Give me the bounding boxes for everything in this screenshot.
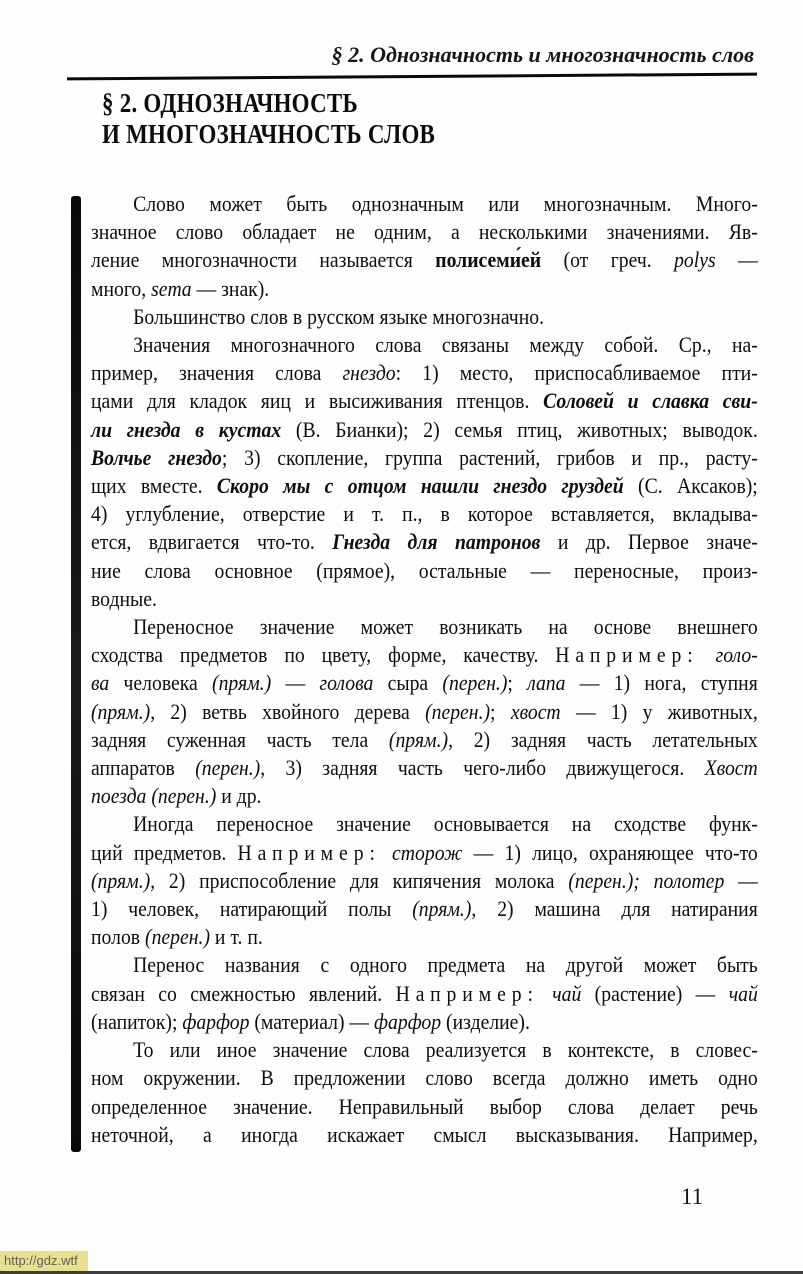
text-segment: Переносное значение может возникать на основе внешнего [133,614,758,640]
text-segment: Большинство слов в русском языке многозначно. [133,303,545,329]
text-segment: полисеми́ей [435,247,542,273]
text-segment: (материал) — [249,1008,375,1034]
text-segment: (прям.) [388,726,449,752]
text-line [91,1008,758,1036]
text-segment: лапа [527,670,566,696]
text-segment: , 2) задняя часть летательных [448,726,758,752]
text-segment: и др. [216,783,262,809]
text-line [91,641,758,669]
text-segment: (прям.) [212,670,272,696]
text-segment: (напиток); [91,1008,183,1034]
section-title [102,88,435,150]
page-number: 11 [681,1184,704,1209]
text-segment: чай [552,980,582,1006]
text-segment: (изделие). [441,1008,530,1034]
text-segment: ном окружении. В предложении слово всегда должно иметь одно [91,1065,758,1091]
text-line [91,416,758,444]
paragraph [91,331,758,613]
text-segment: Значения многозначного слова связаны между собой. Ср., на- [133,332,758,358]
text-line [91,444,758,472]
text-segment: ление многозначности называется [91,247,436,273]
text-segment: , 3) задняя часть чего-либо движущегося. [260,755,705,781]
text-segment: sema [151,275,192,301]
text-segment: ется, вдвигается что-то. [91,529,333,555]
watermark-url: http://gdz.wtf [0,1251,88,1271]
text-segment: Гнезда для патронов [332,529,541,555]
text-segment: сыра [373,670,443,696]
text-segment: хвост [510,698,561,724]
text-segment: 1) человек, натирающий полы [91,896,413,922]
text-segment: (прям.) [91,698,151,724]
text-segment: Например: [237,839,381,865]
text-segment: значное слово обладает не одним, а несколькими значениями. Яв- [91,219,758,245]
paragraph [91,1036,758,1149]
text-line [91,1121,758,1149]
text-segment: ние слова основное (прямое), остальные — переносные, произ- [91,557,758,583]
text-line [91,359,758,387]
text-line [91,839,758,867]
text-segment: — [715,247,758,273]
text-segment: Например: [395,980,539,1006]
text-segment: (С. Аксаков); [623,473,758,499]
text-segment: polys [674,247,716,273]
paragraph [91,951,758,1036]
text-segment: ; [507,670,528,696]
text-line [91,980,758,1008]
text-line [91,472,758,500]
text-segment: — знак). [191,275,270,301]
text-segment: — 1) нога, ступня [565,670,758,696]
text-line [91,585,758,613]
text-segment: (перен.) [442,670,508,696]
text-line [91,387,758,415]
text-segment: гнездо [342,360,396,386]
text-segment: ; [490,698,511,724]
text-segment: Например: [555,642,699,668]
text-line [91,669,758,697]
text-segment: Скоро мы с отцом нашли гнездо груздей [216,473,624,499]
text-segment: голова [319,670,374,696]
text-line [91,218,758,246]
text-segment: Перенос названия с одного предмета на другой может быть [133,952,758,978]
text-segment: (перен.); полотер [568,867,725,893]
text-segment: неточной, а иногда искажает смысл высказывания. Например, [91,1121,758,1147]
text-segment: (перен.) [145,924,211,950]
paragraph [91,810,758,951]
text-line [91,951,758,979]
text-segment: — 1) у животных, [560,698,758,724]
text-segment: Волчье гнездо [91,444,222,470]
text-segment: определенное значение. Неправильный выбор слова делает речь [91,1093,758,1119]
text-line [91,754,758,782]
text-line [91,810,758,838]
text-line [91,782,758,810]
text-line [91,923,758,951]
text-line [91,698,758,726]
text-line [91,1093,758,1121]
text-line [91,528,758,556]
text-segment: фарфор [182,1008,250,1034]
text-segment: голо- [715,642,758,668]
body-text [91,190,758,1149]
section-title-line1: § 2. ОДНОЗНАЧНОСТЬ [102,88,358,118]
text-segment: — [271,670,320,696]
text-segment: поезда (перен.) [91,783,217,809]
text-segment: : 1) место, приспосабливаемое пти- [395,360,758,386]
text-segment: То или иное значение слова реализуется в контексте, в словес- [133,1037,758,1063]
text-segment: 4) углубление, отверстие и т. п., в которое вставляется, вкладыва- [91,501,758,527]
text-segment [381,840,392,865]
text-line [91,190,758,218]
text-segment: , 2) ветвь хвойного дерева [150,698,426,724]
text-line [91,613,758,641]
text-segment: чай [728,980,758,1006]
text-segment: (прям.) [91,867,151,893]
text-segment: цами для кладок яиц и высиживания птенцов. [91,388,544,414]
text-line [91,275,758,303]
text-segment: ва [91,670,110,696]
text-segment: сторож [392,839,463,865]
text-segment: ; 3) скопление, группа растений, грибов и пр., расту- [221,444,758,470]
text-segment: Хвост [704,755,758,781]
text-segment [539,981,552,1006]
text-segment: (В. Бианки); 2) семья птиц, животных; выводок. [281,416,758,442]
text-segment: и т. п. [210,924,263,950]
text-segment: полов [91,924,146,950]
text-segment: пример, значения слова [91,360,343,386]
text-segment: сходства предметов по цвету, форме, качеству. [91,642,556,668]
text-line [91,1036,758,1064]
text-segment: водные. [91,585,157,611]
text-line [91,1064,758,1092]
section-title-line2: И МНОГОЗНАЧНОСТЬ СЛОВ [102,119,436,149]
running-header: § 2. Однозначность и многозначность слов [331,42,754,67]
text-segment: , 2) машина для натирания [471,896,758,922]
text-segment: (от греч. [541,247,675,273]
text-segment: ли гнезда в кустах [91,416,282,442]
text-segment: связан со смежностью явлений. [91,980,396,1006]
text-segment: ций предметов. [91,839,238,865]
text-segment: фарфор [374,1008,442,1034]
text-segment: Иногда переносное значение основывается на сходстве функ- [133,811,758,837]
text-segment: , 2) приспособление для кипячения молока [150,867,569,893]
text-segment: щих вместе. [91,473,217,499]
header-rule [67,73,757,81]
text-line [91,867,758,895]
text-segment: Слово может быть однозначным или многозначным. Много- [133,191,758,216]
text-segment: задняя суженная часть тела [91,726,389,752]
text-segment: (перен.) [195,755,261,781]
text-segment: много, [91,275,152,301]
paragraph [91,190,758,303]
text-line [91,331,758,359]
text-segment: и др. Первое значе- [540,529,758,555]
text-segment: — 1) лицо, охраняющее что-то [462,839,758,865]
text-segment [699,642,716,667]
text-segment: (перен.) [425,698,491,724]
text-segment: (растение) — [581,980,729,1006]
paragraph [91,613,758,810]
text-segment: аппаратов [91,755,196,781]
text-segment: Соловей и славка сви- [543,388,758,414]
text-line [91,726,758,754]
text-line [91,500,758,528]
scan-binding-shadow [71,196,81,1152]
paragraph [91,303,758,331]
text-segment: человека [109,670,213,696]
text-line [91,557,758,585]
text-segment: — [724,867,758,893]
text-line [91,246,758,274]
text-line [91,895,758,923]
text-line [91,303,758,331]
text-segment: (прям.) [412,896,472,922]
